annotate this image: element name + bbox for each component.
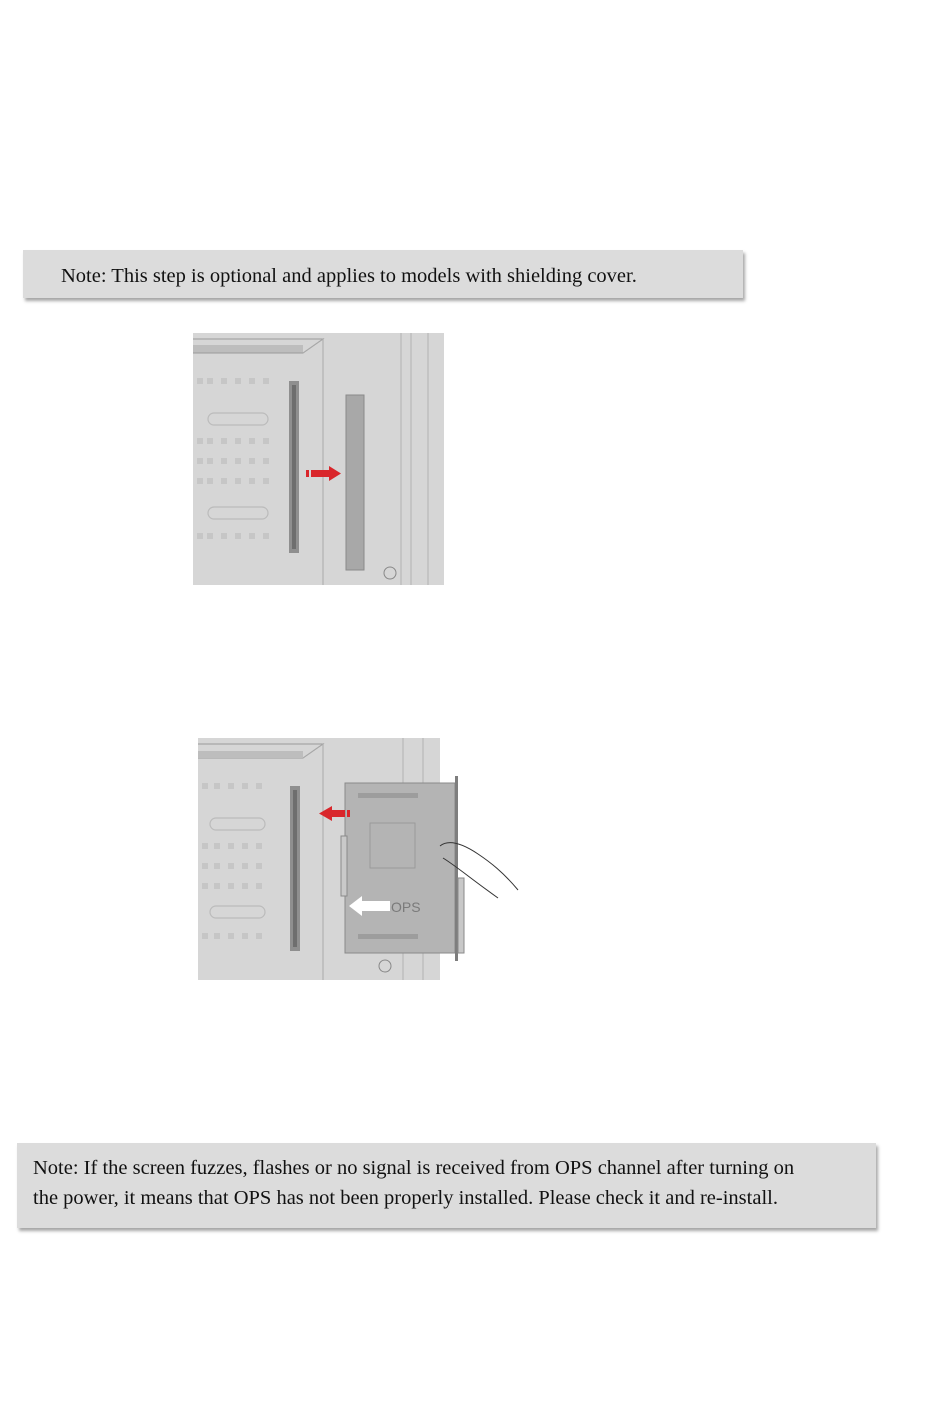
note-text: Note: This step is optional and applies to models with shielding cover. [61,265,637,287]
remove-shielding-cover-illustration [193,333,444,585]
note-text [33,1153,873,1213]
note-line-2: the power, it means that OPS has not been properly installed. Please check it and re-install. [33,1187,778,1209]
note-box-ops-troubleshoot [17,1143,876,1228]
insert-ops-illustration [198,738,528,983]
note-line-1: Note: If the screen fuzzes, flashes or no signal is received from OPS channel after turning on [33,1157,795,1179]
note-box-shielding [23,250,743,298]
ops-label: OPS [391,899,421,915]
